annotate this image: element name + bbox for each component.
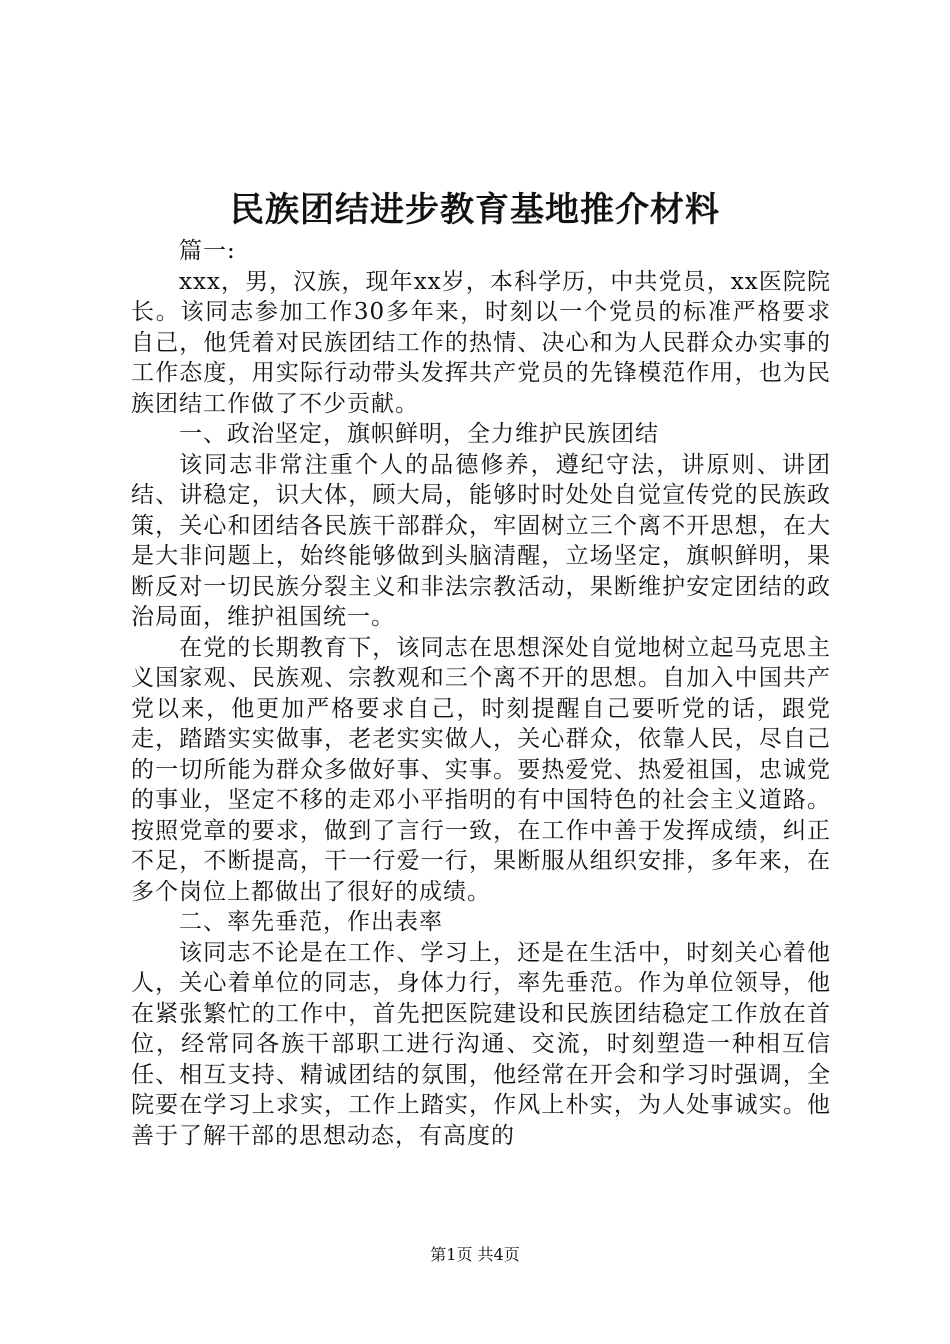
paragraph-section-1-b: 在党的长期教育下，该同志在思想深处自觉地树立起马克思主义国家观、民族观、宗教观和三个离不开的思想。自加入中国共产党以来，他更加严格要求自己，时刻提醒自己要听党的话，跟党走，踏踏实实做事，老老实实做人，关心群众，依靠人民，尽自己的一切所能为群众多做好事、实事。要热爱党、热爱祖国，忠诚党的事业，坚定不移的走邓小平指明的有中国特色的社会主义道路。按照党章的要求，做到了言行一致，在工作中善于发挥成绩，纠正不足，不断提高，干一行爱一行，果断服从组织安排，多年来，在多个岗位上都做出了很好的成绩。 [131,634,831,905]
document-title: 民族团结进步教育基地推介材料 [230,190,720,230]
heading-section-1: 一、政治坚定，旗帜鲜明，全力维护民族团结 [179,421,659,447]
paragraph-section-label: 篇一: [179,238,236,264]
paragraph-section-2-a: 该同志不论是在工作、学习上，还是在生活中，时刻关心着他人，关心着单位的同志，身体力行，率先垂范。作为单位领导，他在紧张繁忙的工作中，首先把医院建设和民族团结稳定工作放在首位，经常同各族干部职工进行沟通、交流，时刻塑造一种相互信任、相互支持、精诚团结的氛围，他经常在开会和学习时强调，全院要在学习上求实，工作上踏实，作风上朴实，为人处事诚实。他善于了解干部的思想动态，有高度的 [131,939,831,1149]
paragraph-intro: xxx，男，汉族，现年xx岁，本科学历，中共党员，xx医院院长。该同志参加工作30多年来，时刻以一个党员的标准严格要求自己，他凭着对民族团结工作的热情、决心和为人民群众办实事的工作态度，用实际行动带头发挥共产党员的先锋模范作用，也为民族团结工作做了不少贡献。 [131,268,831,417]
document-body [131,236,831,1151]
paragraph-section-1-a: 该同志非常注重个人的品德修养，遵纪守法，讲原则、讲团结、讲稳定，识大体，顾大局，能够时时处处自觉宣传党的民族政策，关心和团结各民族干部群众，牢固树立三个离不开思想，在大是大非问题上，始终能够做到头脑清醒，立场坚定，旗帜鲜明，果断反对一切民族分裂主义和非法宗教活动，果断维护安定团结的政治局面，维护祖国统一。 [131,451,831,630]
page-footer: 第1页 共4页 [430,1245,520,1264]
heading-section-2: 二、率先垂范，作出表率 [179,909,443,935]
